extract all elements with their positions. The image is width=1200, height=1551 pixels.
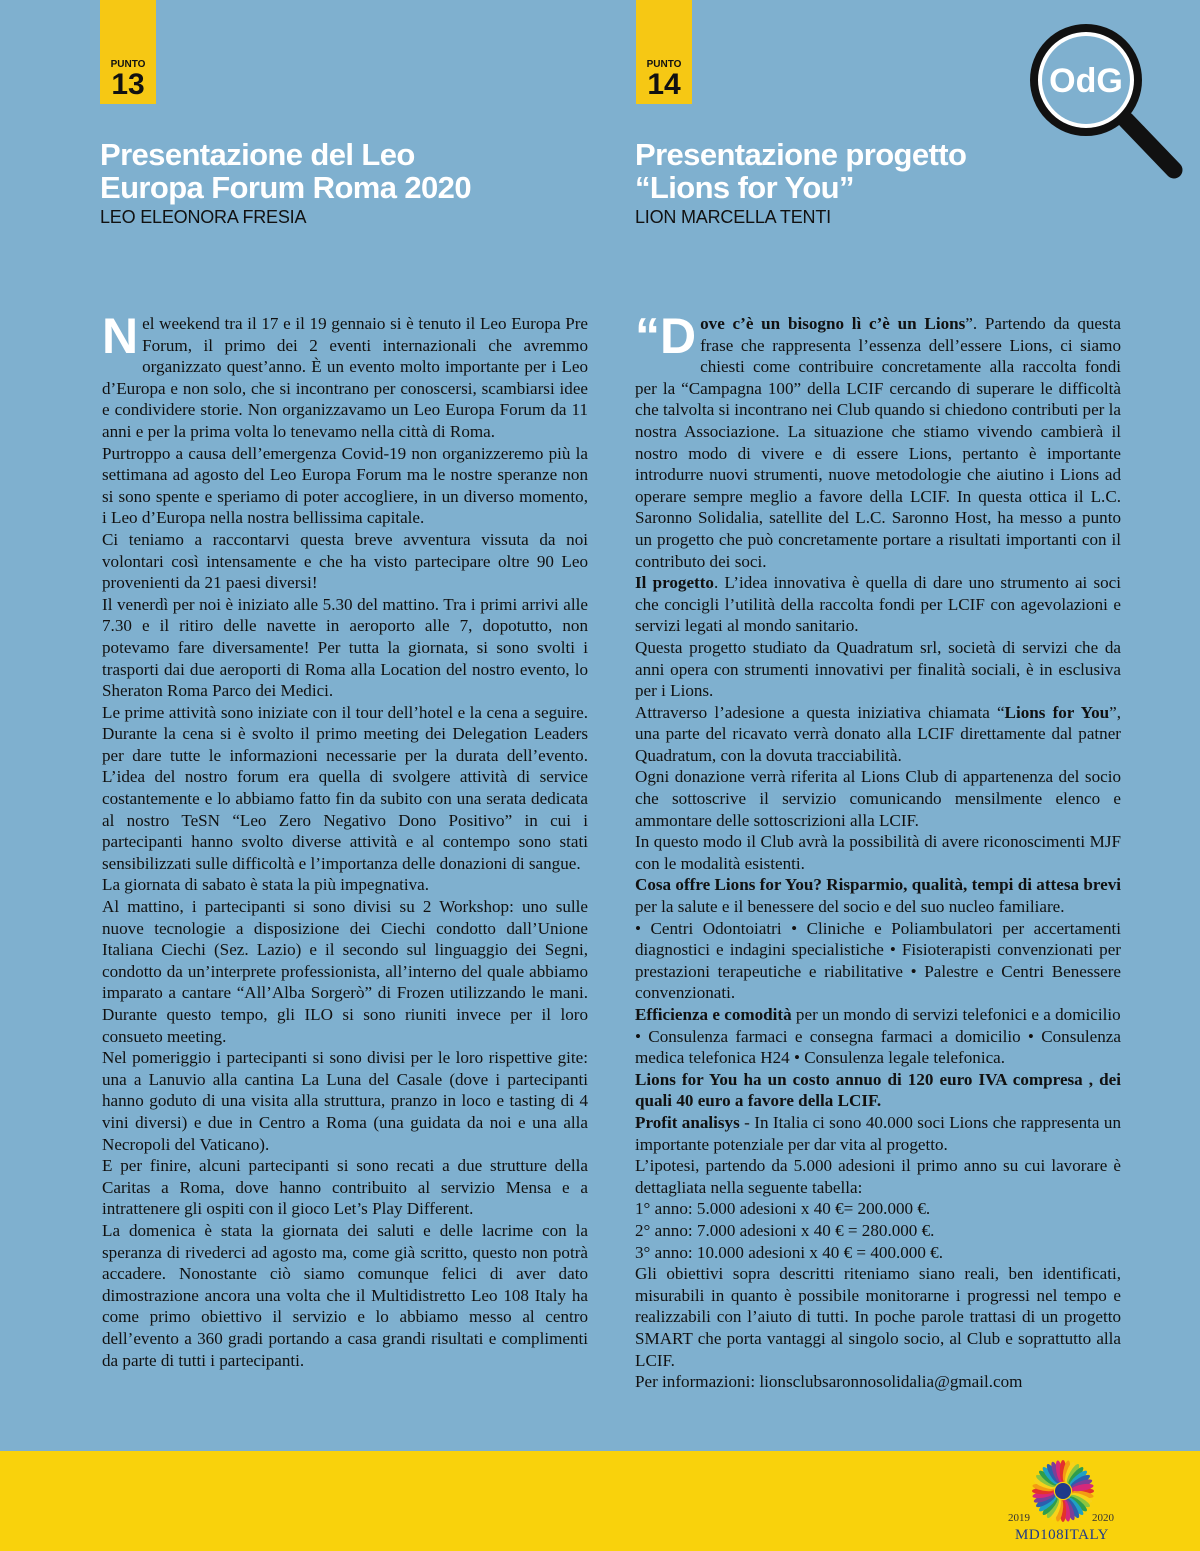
paragraph-text: per un mondo di servizi telefonici e a domicilio	[791, 1005, 1121, 1024]
bold-text: Cosa offre Lions for You? Risparmio, qualità, tempi di attesa brevi	[635, 875, 1121, 895]
bold-text: Lions for You ha un costo annuo di 120 euro IVA compresa , dei quali 40 euro a favore della LCIF.	[635, 1069, 1121, 1111]
drop-cap: N	[102, 308, 139, 364]
paragraph: Per informazioni: lionsclubsaronnosolidalia@gmail.com	[635, 1372, 1023, 1392]
logo-center	[1055, 1483, 1071, 1499]
bold-text: Il progetto	[635, 573, 714, 593]
paragraph: La domenica è stata la giornata dei saluti e delle lacrime con la speranza di rivederci ad agosto ma, come già scritto, questo non potrà accadere. Nonostante ciò siamo comunque felici di aver dato dimostrazione ancora una volta che il Multidistretto Leo 108 Italy ha come primo obiettivo il servizio e lo abbiamo messo al centro dell’evento a 360 gradi portando a casa grandi risultati e complimenti da parte di tutti i partecipanti.	[102, 1220, 588, 1370]
paragraph: La giornata di sabato è stata la più impegnativa.	[102, 875, 430, 895]
punto-13-badge	[100, 0, 156, 104]
paragraph: • Consulenza farmaci e consegna farmaci a domicilio • Consulenza medica telefonica H24 • Consulenza legale telefonica.	[635, 1026, 1121, 1068]
paragraph-text: per la salute e il benessere del socio e del suo nucleo familiare.	[635, 897, 1065, 917]
paragraph: In questo modo il Club avrà la possibilità di avere riconoscimenti MJF con le modalità esistenti.	[635, 832, 1121, 873]
paragraph-text: ”, una parte del ricavato verrà donato alla LCIF direttamente dal patner Quadratum, con la dovuta tracciabilità.	[635, 702, 1121, 765]
article-title-left	[100, 138, 471, 204]
year-right: 2020	[1092, 1512, 1114, 1524]
article-body-right	[635, 308, 1122, 1393]
paragraph	[635, 1069, 1121, 1112]
paragraph-text: . L’idea innovativa è quella di dare uno strumento ai soci che concigli l’utilità della raccolta fondi per LCIF con agevolazioni e servizi legati al mondo sanitario.	[635, 573, 1122, 636]
paragraph: • Centri Odontoiatri • Cliniche e Poliambulatori per accertamenti diagnostici e indagini specialistiche • Fisioterapisti convenzionati per prestazioni terapeutiche e riabilitative • Palestre e Centri Benessere convenzionati.	[635, 918, 1121, 1003]
paragraph: Ci teniamo a raccontarvi questa breve avventura vissuta da noi volontari così intensamente e che ha visto partecipare oltre 90 Leo provenienti da 21 paesi diversi!	[102, 529, 588, 593]
paragraph: Nel pomeriggio i partecipanti si sono divisi per le loro rispettive gite: una a Lanuvio alla cantina La Luna del Casale (dove i partecipanti hanno goduto di una visita alla struttura, pranzo in loco e tasting di 4 vini diversi) e due in Centro a Roma (una guidata da noi e una alla Necropoli del Vaticano).	[102, 1048, 588, 1154]
paragraph: Il venerdì per noi è iniziato alle 5.30 del mattino. Tra i primi arrivi alle 7.30 e il ritiro delle navette in aeroporto alle 7, dopotutto, non potevamo fare diversamente! Per tutta la giornata, si sono svolti i trasporti dai due aeroporti di Roma alla Location del nostro evento, lo Sheraton Roma Parco dei Medici.	[102, 594, 588, 701]
paragraph: E per finire, alcuni partecipanti si sono recati a due strutture della Caritas a Roma, dove hanno contribuito al servizio Mensa e a intrattenere gli ospiti con il gioco Let’s Play Different.	[102, 1156, 588, 1219]
bold-text: Lions for You	[1004, 702, 1110, 722]
brand-label: MD108ITALY	[1015, 1527, 1109, 1543]
magnifier-icon	[1028, 20, 1188, 185]
odg-label: OdG	[1049, 62, 1123, 100]
paragraph	[635, 572, 1121, 637]
article-title-right	[635, 138, 966, 204]
title-line: Presentazione del Leo	[100, 137, 415, 172]
paragraph: 2° anno: 7.000 adesioni x 40 € = 280.000 €.	[635, 1220, 935, 1240]
title-line: Europa Forum Roma 2020	[100, 170, 471, 205]
paragraph-text: Attraverso l’adesione a questa iniziativa chiamata “	[635, 702, 1005, 722]
paragraph: L’ipotesi, partendo da 5.000 adesioni il primo anno su cui lavorare è dettagliata nella seguente tabella:	[635, 1156, 1121, 1197]
paragraph: Questa progetto studiato da Quadratum srl, società di servizi che da anni opera con strumenti innovativi per finalità sociali, è in esclusiva per i Lions.	[635, 637, 1121, 701]
paragraph: 1° anno: 5.000 adesioni x 40 €= 200.000 €.	[635, 1199, 931, 1219]
punto-14-badge	[636, 0, 692, 104]
bold-text: ove c’è un bisogno lì c’è un Lions	[700, 314, 966, 333]
paragraph-text: ”. Partendo da questa frase che rappresenta l’essenza dell’essere Lions, ci siamo chiesti come contribuire concretamente alla raccolta fondi per la “Campagna 100” della LCIF cercando di superare le difficoltà che talvolta si incontrano nei Club quando si chiedono contributi per la nostra Associazione. La situazione che stiamo vivendo cambierà il nostro modo di vivere e di essere Lions, pertanto è importante introdurre nuovi strumenti, nuove metodologie che aiutino i Lions ad operare sempre meglio a favore della LCIF. In questa ottica il L.C. Saronno Solidalia, satellite del L.C. Saronno Host, ha messo a punto un progetto che può concretamente portare a risultati importanti con il contributo dei soci.	[635, 314, 1122, 571]
paragraph	[635, 1004, 1121, 1026]
paragraph	[635, 702, 1121, 767]
paragraph-text: el weekend tra il 17 e il 19 gennaio si è tenuto il Leo Europa Pre Forum, il primo dei 2 eventi internazionali che avremmo organizzato quest’anno. È un evento molto importante per i Leo d’Europa e non solo, che si incontrano per conoscersi, scambiarsi idee e condividere storie. Non organizzavamo un Leo Europa Forum da 11 anni e per la prima volta lo tenevamo nella città di Roma.	[102, 314, 588, 441]
bold-text: Profit analisys	[635, 1112, 740, 1132]
drop-quote: “D	[635, 308, 697, 364]
article-body-left	[102, 308, 588, 1371]
paragraph: Le prime attività sono iniziate con il tour dell’hotel e la cena a seguire. Durante la cena si è svolto il primo meeting dei Delegation Leaders per dare tutte le informazioni necessarie per la durata dell’evento. L’idea del nostro forum era quella di svolgere attività di service costantemente e lo abbiamo fatto fin da subito con una serata dedicata al nostro TeSN “Leo Zero Negativo Dono Positivo” in cui i partecipanti hanno svolto diverse attività e al contempo sono stati sensibilizzati sulle difficoltà e l’importanza delle donazioni di sangue.	[102, 702, 588, 873]
author-right: LION MARCELLA TENTI	[635, 207, 831, 227]
author-left: LEO ELEONORA FRESIA	[100, 207, 307, 227]
bold-text: Efficienza e comodità	[635, 1005, 792, 1024]
punto-number: 14	[647, 68, 681, 101]
paragraph: Ogni donazione verrà riferita al Lions Club di appartenenza del socio che sottoscrive il servizio comunicando mensilmente elenco e ammontare delle sottoscrizioni alla LCIF.	[635, 767, 1121, 830]
title-line: Presentazione progetto	[635, 137, 967, 172]
paragraph: 3° anno: 10.000 adesioni x 40 € = 400.000 €.	[635, 1242, 943, 1262]
year-left: 2019	[1008, 1512, 1030, 1524]
punto-number: 13	[111, 68, 145, 101]
title-line: “Lions for You”	[635, 170, 854, 205]
paragraph: Al mattino, i partecipanti si sono divisi su 2 Workshop: uno sulle nuove tecnologie a disposizione dei Ciechi condotto dall’Unione Italiana Ciechi (Sez. Lazio) e il secondo sul linguaggio dei Segni, condotto da un’interprete professionista, all’interno del quale abbiamo imparato a cantare “All’Alba Sorgerò” di Frozen utilizzando le mani. Durante questo tempo, gli ILO si sono riuniti invece per il loro consueto meeting.	[102, 897, 588, 1046]
md108-sunburst-logo-icon	[1030, 1458, 1096, 1524]
paragraph	[102, 308, 588, 443]
paragraph-text: - In Italia ci sono 40.000 soci Lions che rappresenta un importante potenziale per dar vita al progetto.	[635, 1112, 1121, 1154]
paragraph	[635, 874, 1121, 917]
paragraph	[635, 308, 1122, 572]
punto-label: PUNTO	[646, 59, 682, 70]
paragraph: Gli obiettivi sopra descritti riteniamo siano reali, ben identificati, misurabili in quanto è possibile monitorarne i progressi nel tempo e realizzabili con l’aiuto di tutti. In poche parole trattasi di un progetto SMART che porta vantaggi al singolo socio, al Club e soprattutto alla LCIF.	[635, 1264, 1121, 1370]
paragraph	[635, 1112, 1121, 1155]
paragraph: Purtroppo a causa dell’emergenza Covid-19 non organizzeremo più la settimana ad agosto del Leo Europa Forum ma le nostre speranze non si sono spente e speriamo di poter accogliere, in un diverso momento, i Leo d’Europa nella nostra bellissima capitale.	[102, 443, 588, 528]
punto-label: PUNTO	[110, 59, 146, 70]
